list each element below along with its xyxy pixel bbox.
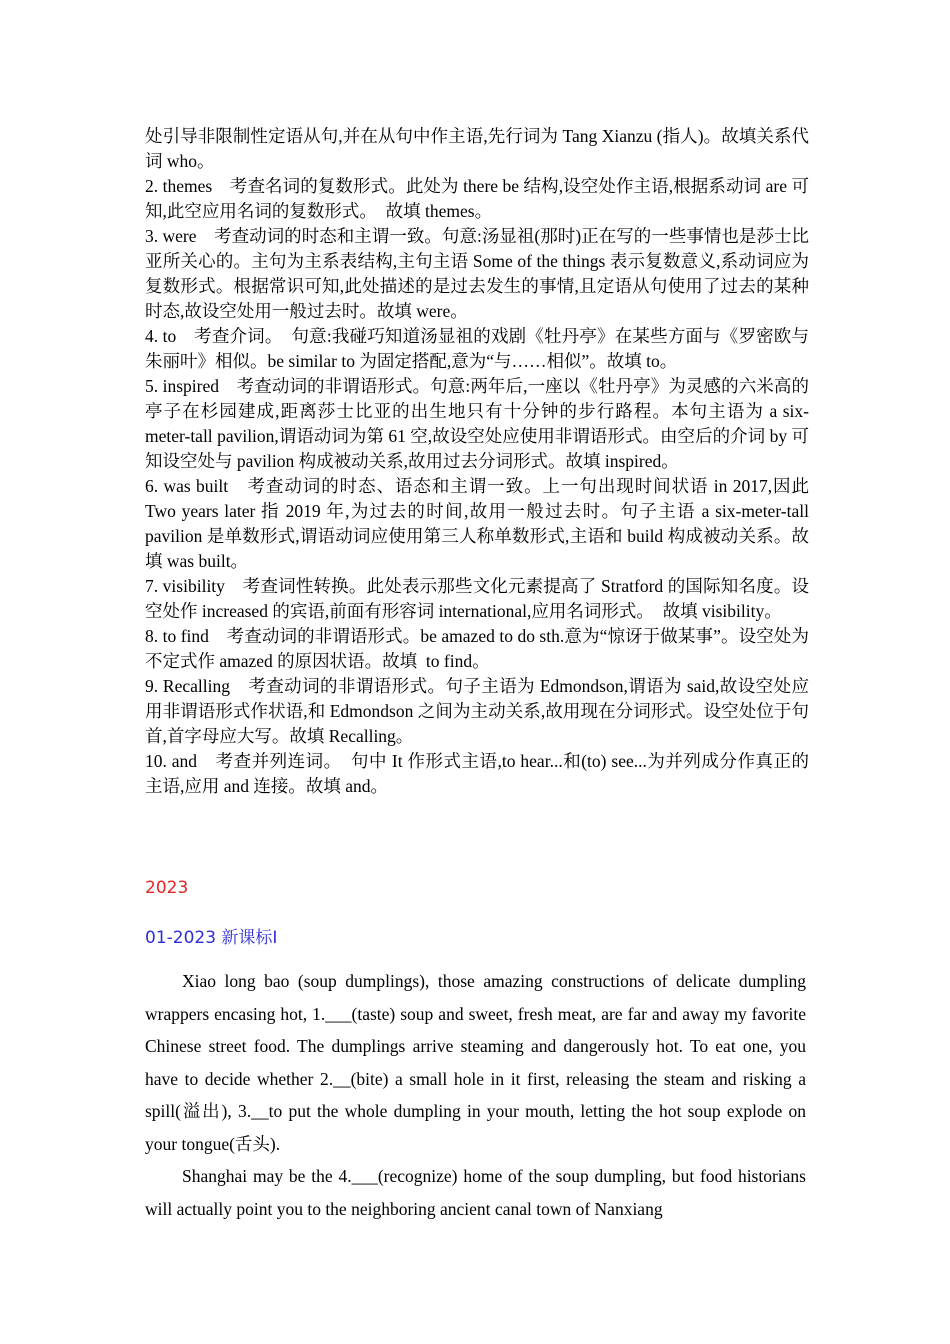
answer-item: 9. Recalling 考查动词的非谓语形式。句子主语为 Edmondson,谓语为 said,故设空处应用非谓语形式作状语,和 Edmondson 之间为主动关系,故用现在分词形式。设空处位于句首,首字母应大写。故填 Recalling。 xyxy=(145,676,809,746)
answer-item: 4. to 考查介词。 句意:我碰巧知道汤显祖的戏剧《牡丹亭》在某些方面与《罗密欧与朱丽叶》相似。be similar to 为固定搭配,意为“与……相似”。故填 to。 xyxy=(145,326,809,371)
passage-paragraph: Xiao long bao (soup dumplings), those amazing constructions of delicate dumpling wrappers encasing hot, 1.___(taste) soup and sweet, fresh meat, are far and away my favorite Chinese street food. The dumplings arrive steaming and dangerously hot. To eat one, you have to decide whether 2.__(bite) a small hole in it first, releasing the steam and risking a spill(溢出), 3.__to put the whole dumpling in your mouth, letting the hot soup explode on your tongue(舌头). xyxy=(145,971,806,1154)
reading-passage xyxy=(145,965,806,1225)
year-heading: 2023 xyxy=(145,878,189,898)
answer-item: 3. were 考查动词的时态和主谓一致。句意:汤显祖(那时)正在写的一些事情也是莎士比亚所关心的。主句为主系表结构,主句主语 Some of the things 表示复数意义,系动词应为复数形式。根据常识可知,此处描述的是过去发生的事情,且定语从句使用了过去的某种时态,故设空处用一般过去时。故填 were。 xyxy=(145,226,809,321)
answer-item: 处引导非限制性定语从句,并在从句中作主语,先行词为 Tang Xianzu (指人)。故填关系代词 who。 xyxy=(145,126,809,171)
passage-paragraph: Shanghai may be the 4.___(recognize) home of the soup dumpling, but food historians will actually point you to the neighboring ancient canal town of Nanxiang xyxy=(145,1166,806,1219)
answer-item: 5. inspired 考查动词的非谓语形式。句意:两年后,一座以《牡丹亭》为灵感的六米高的亭子在杉园建成,距离莎士比亚的出生地只有十分钟的步行路程。本句主语为 a six-meter-tall pavilion,谓语动词为第 61 空,故设空处应使用非谓语形式。由空后的介词 by 可知设空处与 pavilion 构成被动关系,故用过去分词形式。故填 inspired。 xyxy=(145,376,809,471)
answer-item: 8. to find 考查动词的非谓语形式。be amazed to do sth.意为“惊讶于做某事”。设空处为不定式作 amazed 的原因状语。故填 to find。 xyxy=(145,626,809,671)
answer-item: 7. visibility 考查词性转换。此处表示那些文化元素提高了 Stratford 的国际知名度。设空处作 increased 的宾语,前面有形容词 international,应用名词形式。 故填 visibility。 xyxy=(145,576,809,621)
answer-item: 2. themes 考查名词的复数形式。此处为 there be 结构,设空处作主语,根据系动词 are 可知,此空应用名词的复数形式。 故填 themes。 xyxy=(145,176,809,221)
section-heading: 01-2023 新课标Ⅰ xyxy=(145,928,278,948)
answer-item: 6. was built 考查动词的时态、语态和主谓一致。上一句出现时间状语 in 2017,因此 Two years later 指 2019 年,为过去的时间,故用一般过去时。句子主语 a six-meter-tall pavilion 是单数形式,谓语动词应使用第三人称单数形式,主语和 build 构成被动关系。故填 was built。 xyxy=(145,476,809,571)
answer-explanations xyxy=(145,124,809,799)
answer-item: 10. and 考查并列连词。 句中 It 作形式主语,to hear...和(to) see...为并列成分作真正的主语,应用 and 连接。故填 and。 xyxy=(145,751,809,796)
